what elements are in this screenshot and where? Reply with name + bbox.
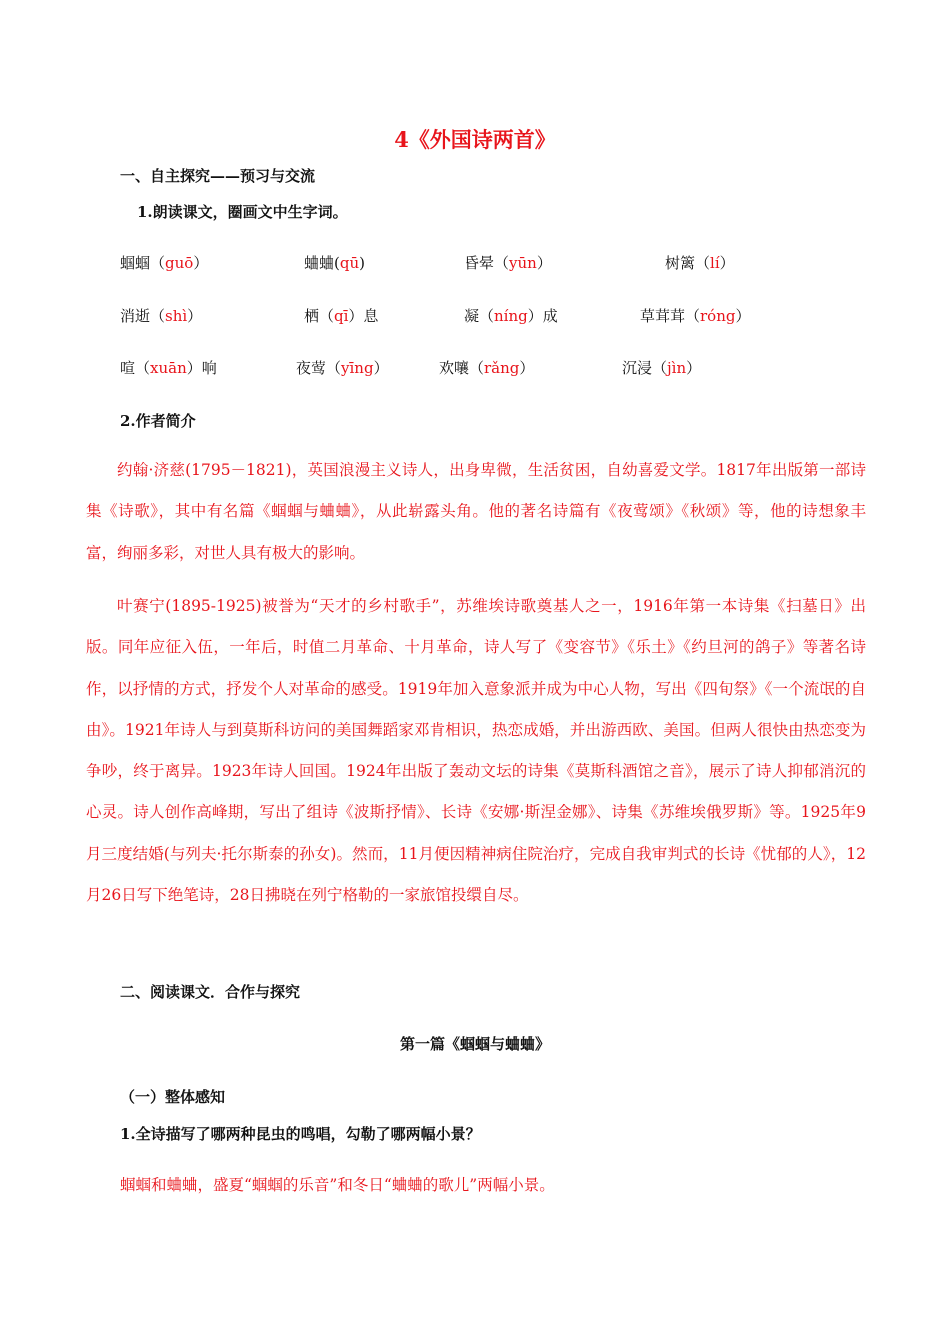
author-bio-keats: 约翰·济慈(1795－1821)，英国浪漫主义诗人，出身卑微，生活贫困，自幼喜爱文学。1817年出版第一部诗集《诗歌》，其中有名篇《蝈蝈与蛐蛐》，从此崭露头角。他的著名诗篇有《夜莺颂》《秋颂》等，他的诗想象丰富，绚丽多彩，对世人具有极大的影响。 [86, 461, 866, 562]
vocab-item: 栖（qī）息 [304, 307, 379, 325]
section-2-heading: 二、阅读课文．合作与探究 [120, 983, 301, 1001]
vocab-item: 草茸茸（róng） [640, 307, 751, 325]
vocab-item: 喧（xuān）响 [120, 359, 217, 377]
vocab-item: 夜莺（yīng） [296, 359, 389, 377]
vocab-item: 昏晕（yūn） [464, 254, 552, 272]
item-1-heading: 1.朗读课文，圈画文中生字词。 [137, 203, 348, 221]
vocab-item: 树篱（lí） [665, 254, 735, 272]
answer-1: 蝈蝈和蛐蛐，盛夏“蝈蝈的乐音”和冬日“蛐蛐的歌儿”两幅小景。 [120, 1176, 555, 1194]
vocab-item: 沉浸（jìn） [622, 359, 702, 377]
poem-title: 第一篇《蝈蝈与蛐蛐》 [399, 1035, 550, 1053]
item-2-heading: 2.作者简介 [120, 412, 196, 430]
sub-heading: （一）整体感知 [120, 1088, 226, 1106]
vocab-item: 欢嚷（rǎng） [439, 359, 535, 377]
vocab-item: 蛐蛐(qū) [304, 254, 365, 272]
vocab-item: 消逝（shì） [120, 307, 203, 325]
author-bio-yesenin: 叶赛宁(1895-1925)被誉为“天才的乡村歌手”，苏维埃诗歌奠基人之一，1916年第一本诗集《扫墓日》出版。同年应征入伍，一年后，时值二月革命、十月革命，诗人写了《变容节》《乐土》《约旦河的鸽子》等著名诗作，以抒情的方式，抒发个人对革命的感受。1919年加入意象派并成为中心人物，写出《四旬祭》《一个流氓的自由》。1921年诗人与到莫斯科访问的美国舞蹈家邓肯相识，热恋成婚，并出游西欧、美国。但两人很快由热恋变为争吵，终于离异。1923年诗人回国。1924年出版了轰动文坛的诗集《莫斯科酒馆之音》，展示了诗人抑郁消沉的心灵。诗人创作高峰期，写出了组诗《波斯抒情》、长诗《安娜·斯涅金娜》、诗集《苏维埃俄罗斯》等。1925年9月三度结婚(与列夫·托尔斯泰的孙女)。然而，11月便因精神病住院治疗，完成自我审判式的长诗《忧郁的人》，12月26日写下绝笔诗，28日拂晓在列宁格勒的一家旅馆投缳自尽。 [86, 597, 866, 905]
vocab-item: 凝（níng）成 [464, 307, 558, 325]
vocab-item: 蝈蝈（guō） [120, 254, 209, 272]
question-1: 1.全诗描写了哪两种昆虫的鸣唱，勾勒了哪两幅小景？ [120, 1125, 481, 1143]
section-1-heading: 一、自主探究——预习与交流 [120, 167, 316, 185]
page-title: 4《外国诗两首》 [394, 127, 556, 152]
